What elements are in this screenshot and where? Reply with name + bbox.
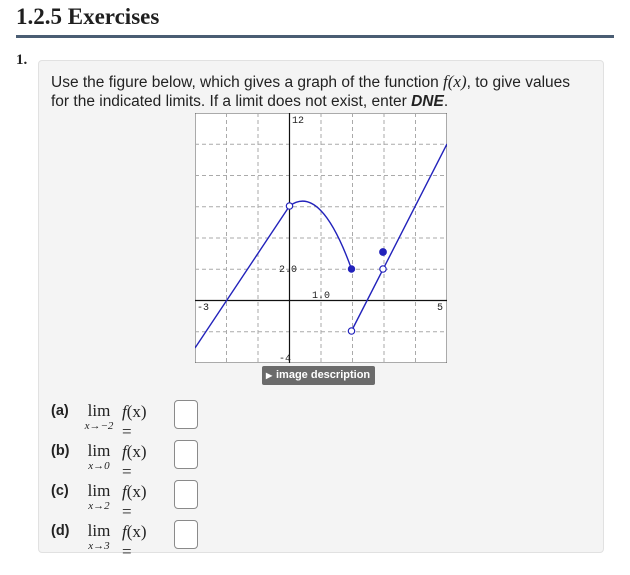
image-description-toggle[interactable] [262, 366, 375, 385]
expr-f: f [122, 482, 127, 501]
lim-word: lim [87, 401, 111, 420]
title-divider [16, 35, 614, 38]
prompt-dne: DNE [411, 93, 444, 110]
part-label: (a) [51, 403, 69, 419]
exercise-prompt [51, 72, 591, 111]
exercise-card [38, 60, 604, 561]
expr-f: f [122, 442, 127, 461]
lim-approach: x→2 [88, 500, 110, 512]
expr-rest: (x) = [122, 522, 147, 561]
prompt-function: f(x) [443, 72, 467, 91]
closed-point [348, 266, 354, 272]
open-point [380, 266, 386, 272]
limit-operator [81, 481, 117, 512]
function-expression [122, 402, 147, 442]
prompt-text-middle: , to give values for the indicated limits. If a limit does not exist, enter [51, 74, 571, 110]
part-label: (b) [51, 443, 70, 459]
x-tick-label-left: -3 [197, 303, 210, 314]
function-expression [122, 442, 147, 482]
y-tick-label-mid: 2.0 [279, 265, 298, 276]
prompt-text-before: Use the figure below, which gives a graph of the function [51, 74, 444, 91]
answer-input-b[interactable] [174, 440, 198, 469]
section-title: 1.2.5 Exercises [16, 4, 160, 29]
function-expression [122, 522, 147, 562]
lim-approach: x→−2 [84, 420, 114, 432]
limit-operator [81, 441, 117, 472]
open-point [286, 203, 292, 209]
lim-approach: x→3 [88, 540, 110, 552]
disclosure-triangle-icon: ▶ [266, 371, 273, 380]
x-tick-label-right: 5 [437, 303, 444, 314]
function-expression [122, 482, 147, 522]
x-tick-label-mid: 1.0 [312, 291, 331, 302]
part-label: (c) [51, 483, 69, 499]
expr-f: f [122, 522, 127, 541]
lim-word: lim [87, 481, 111, 500]
expr-rest: (x) = [122, 402, 147, 441]
lim-approach: x→0 [88, 460, 110, 472]
lim-word: lim [87, 521, 111, 540]
answer-input-d[interactable] [174, 520, 198, 549]
closed-point [380, 249, 387, 256]
open-point [348, 328, 354, 334]
image-description-label: image description [276, 369, 371, 381]
exercise-number: 1. [16, 52, 28, 68]
function-graph [195, 113, 447, 363]
expr-rest: (x) = [122, 482, 147, 521]
lim-word: lim [87, 441, 111, 460]
prompt-text-end: . [443, 93, 449, 110]
expr-rest: (x) = [122, 442, 147, 481]
y-tick-label-top: 12 [292, 116, 305, 127]
expr-f: f [122, 402, 127, 421]
y-tick-label-bottom: -4 [279, 354, 292, 363]
limit-operator [81, 401, 117, 432]
limit-operator [81, 521, 117, 552]
answer-input-a[interactable] [174, 400, 198, 429]
answer-input-c[interactable] [174, 480, 198, 509]
part-label: (d) [51, 523, 70, 539]
